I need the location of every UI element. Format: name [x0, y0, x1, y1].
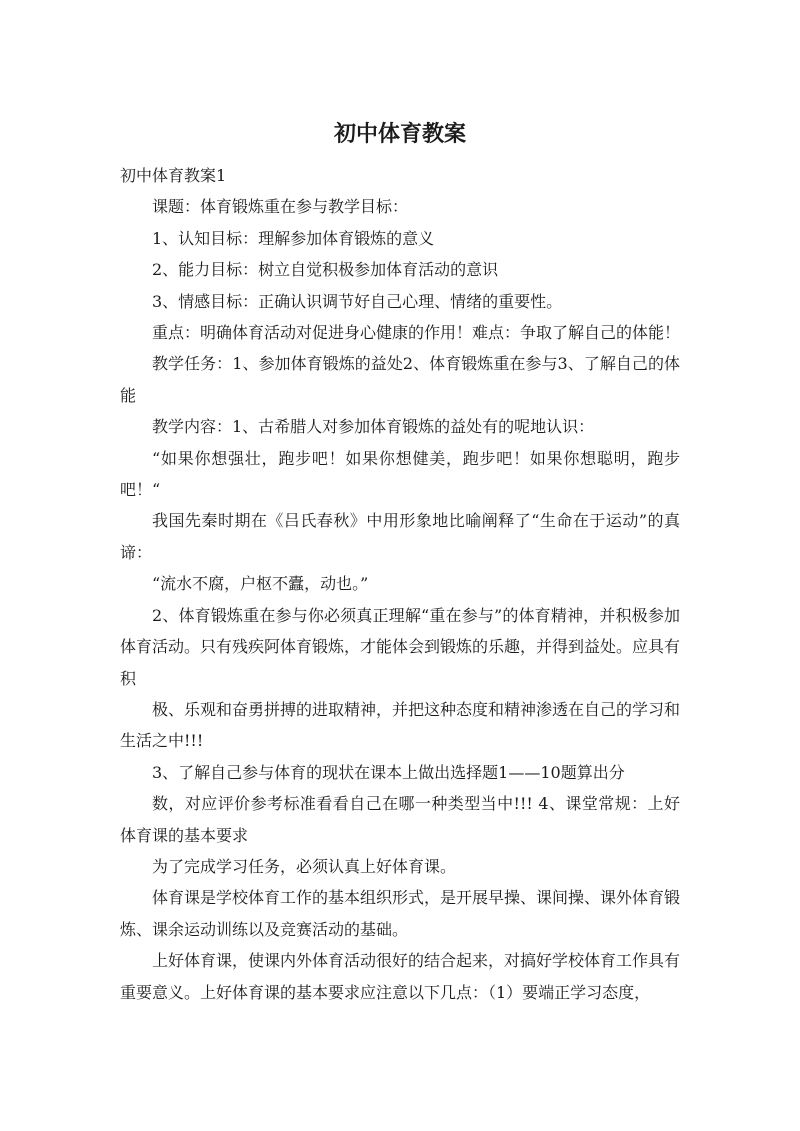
paragraph: 体育课是学校体育工作的基本组织形式，是开展早操、课间操、课外体育锻炼、课余运动训练以及竞赛活动的基础。 — [120, 888, 681, 939]
paragraph: 数，对应评价参考标准看看自己在哪一种类型当中!!! 4、课堂常规：上好体育课的基本要求 — [120, 794, 680, 845]
paragraph: 3、了解自己参与体育的现状在课本上做出选择题1——10题算出分 — [152, 762, 625, 782]
paragraph: 初中体育教案1 — [120, 166, 227, 185]
paragraph: 2、能力目标：树立自觉积极参加体育活动的意识 — [152, 260, 499, 280]
document-body — [120, 160, 680, 1008]
paragraph: 上好体育课，使课内外体育活动很好的结合起来，对搞好学校体育工作具有重要意义。上好体育课的基本要求应注意以下几点：（1）要端正学习态度， — [120, 951, 681, 1002]
paragraph: “流水不腐，户枢不蠹，动也。” — [152, 574, 369, 594]
paragraph: 极、乐观和奋勇拼搏的进取精神，并把这种态度和精神渗透在自己的学习和生活之中!!! — [120, 699, 681, 751]
document-title: 初中体育教案 — [333, 122, 466, 147]
paragraph: 2、体育锻炼重在参与你必须真正理解“重在参与”的体育精神，并积极参加体育活动。只有残疾阿体育锻炼，才能体会到锻炼的乐趣，并得到益处。应具有积 — [120, 605, 681, 688]
paragraph: 我国先秦时期在《吕氏春秋》中用形象地比喻阐释了“生命在于运动”的真谛： — [120, 511, 680, 562]
paragraph: 1、认知目标：理解参加体育锻炼的意义 — [152, 228, 435, 248]
paragraph: 重点：明确体育活动对促进身心健康的作用！难点：争取了解自己的体能！ — [152, 323, 681, 343]
paragraph: 3、情感目标：正确认识调节好自己心理、情绪的重要性。 — [152, 291, 563, 311]
paragraph: “如果你想强壮，跑步吧！如果你想健美，跑步吧！如果你想聪明，跑步吧！“ — [120, 448, 680, 500]
paragraph: 为了完成学习任务，必须认真上好体育课。 — [152, 856, 457, 876]
paragraph: 教学任务：1、参加体育锻炼的益处2、体育锻炼重在参与3、了解自己的体能 — [120, 354, 680, 405]
paragraph: 课题：体育锻炼重在参与教学目标： — [152, 197, 409, 217]
paragraph: 教学内容：1、古希腊人对参加体育锻炼的益处有的呢地认识： — [152, 417, 595, 437]
